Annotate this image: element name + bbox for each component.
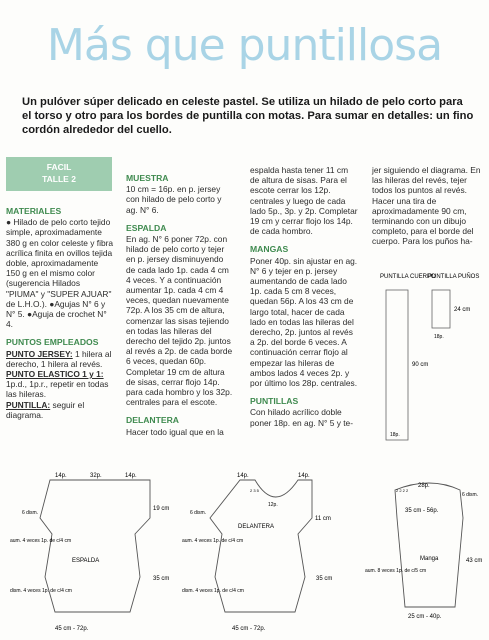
svg-text:2 2 2 2: 2 2 2 2 xyxy=(396,488,409,493)
delantera-heading: DELANTERA xyxy=(126,415,179,426)
puntilla-item: PUNTILLA: seguir el diagrama. xyxy=(6,399,85,420)
svg-text:25 cm - 40p.: 25 cm - 40p. xyxy=(408,614,442,620)
punto-jersey: PUNTO JERSEY: 1 hilera al derecho, 1 hilera al revés. xyxy=(6,348,112,369)
svg-text:dism. 4 veces 1p. de c/4 cm: dism. 4 veces 1p. de c/4 cm xyxy=(182,588,244,594)
puntillas-heading: PUNTILLAS xyxy=(250,396,299,407)
puntillas-cont-text: jer siguiendo el diagrama. En las hileras del revés, tejer todos los puntos al revés. Hacer una tira de aproximadamente 90 cm, terminando con un dibujo completo, para el borde del cuerpo. Para los puños ha- xyxy=(372,165,481,247)
materiales-text: ● Hilado de pelo corto tejido simple, aproximadamente 380 g en color celeste y fibra acrílica finita en ovillos tejida doble, aproximadamente 150 g en el mismo color (sugerencia Hilados "PIUMA" y "SUPER AJUAR" de L.H.O.). ●Agujas N° 6 y N° 5. ●Aguja de crochet N° 4. xyxy=(6,217,114,330)
size-label: TALLE 2 xyxy=(42,174,76,184)
svg-text:12p.: 12p. xyxy=(268,502,278,508)
puntilla-cuerpo-strip xyxy=(386,290,408,440)
puntilla-punos-label: PUNTILLA PUÑOS xyxy=(428,274,480,280)
svg-text:2 3 5: 2 3 5 xyxy=(250,488,259,493)
delantera-diagram xyxy=(182,473,332,632)
column-3 xyxy=(250,165,358,436)
intro-text: Un pulóver súper delicado en celeste pastel. Se utiliza un hilado de pelo corto para el torso y otro para los bordes de puntilla con motas. Para sumar en detalles: un fino cordón alrededor del cuello. xyxy=(22,96,474,136)
manga-label: Manga xyxy=(420,556,439,562)
punos-length: 24 cm xyxy=(454,307,471,313)
svg-text:dism. 4 veces 1p. de c/4 cm: dism. 4 veces 1p. de c/4 cm xyxy=(10,588,72,594)
svg-text:19 cm: 19 cm xyxy=(153,506,170,512)
svg-text:32p.: 32p. xyxy=(90,473,102,479)
puntillas-text: Con hilado acrílico doble poner 18p. en ag. N° 5 y te- xyxy=(250,407,353,428)
delantera-label: DELANTERA xyxy=(238,524,275,530)
svg-text:45 cm - 72p.: 45 cm - 72p. xyxy=(232,626,266,632)
svg-text:35 cm: 35 cm xyxy=(316,576,333,582)
delantera-cont-text: espalda hasta tener 11 cm de altura de sisas. Para el escote cerrar los 12p. centrales y luego de cada lado 5p., 3p. y 2p. Completar 19 cm y cerrar flojo los 14p. de cada hombro. xyxy=(250,165,358,237)
puntos-heading: PUNTOS EMPLEADOS xyxy=(6,337,99,348)
svg-text:14p.: 14p. xyxy=(298,473,310,479)
delantera-text: Hacer todo igual que en la xyxy=(126,426,224,437)
muestra-text: 10 cm = 16p. en p. jersey con hilado de pelo corto y ag. N° 6. xyxy=(126,184,222,215)
materiales-heading: MATERIALES xyxy=(6,206,62,216)
column-4 xyxy=(372,165,482,255)
svg-text:6 dism.: 6 dism. xyxy=(462,492,479,498)
espalda-text: En ag. N° 6 poner 72p. con hilado de pelo corto y tejer en p. jersey disminuyendo de cada lado 1p. cada 4 cm 4 veces. Y a continuación aumentar 1p. cada 4 cm 4 veces, quedan nuevamente 72p. A los 35 cm de altura, comenzar las sisas tejiendo en todas las hileras del derecho del tejido 2p. juntos al revés a 2p. de cada borde 6 veces, quedan 60p. Completar 19 cm de altura de sisas, cerrar flojo 14p. para cada hombro y los 32p. centrales para el escote. xyxy=(126,234,233,408)
mangas-text: Poner 40p. sin ajustar en ag. N° 6 y tejer en p. jersey aumentando de cada lado 1p. cada 5 cm 8 veces, quedan 56p. A los 43 cm de largo total, hacer de cada lado en todas las hileras del derecho, 2p. juntos al revés a 2p. del borde 6 veces. A continuación cerrar flojo al empezar las hileras de ambos lados 4 veces 2p. y por último los 28p. centrales. xyxy=(250,255,358,389)
svg-text:aum. 4 veces 1p. de c/4 cm: aum. 4 veces 1p. de c/4 cm xyxy=(182,538,244,544)
puntilla-cuerpo-label: PUNTILLA CUERPO xyxy=(380,274,436,280)
svg-text:35 cm - 56p.: 35 cm - 56p. xyxy=(405,508,439,514)
espalda-label: ESPALDA xyxy=(72,558,100,564)
svg-text:aum. 4 veces 1p. de c/4 cm: aum. 4 veces 1p. de c/4 cm xyxy=(10,538,72,544)
svg-text:14p.: 14p. xyxy=(237,473,249,479)
mangas-heading: MANGAS xyxy=(250,244,289,255)
espalda-heading: ESPALDA xyxy=(126,222,167,233)
svg-text:14p.: 14p. xyxy=(125,473,137,479)
puntilla-diagram xyxy=(376,268,486,448)
cuerpo-points: 18p. xyxy=(390,432,400,438)
espalda-diagram xyxy=(10,473,169,632)
cuerpo-length: 90 cm xyxy=(412,362,429,368)
manga-diagram xyxy=(365,483,482,620)
svg-text:28p.: 28p. xyxy=(418,483,430,489)
punto-elastico: PUNTO ELASTICO 1 y 1: 1p.d., 1p.r., repetir en todas las hileras. xyxy=(6,369,109,400)
svg-text:45 cm - 72p.: 45 cm - 72p. xyxy=(55,626,89,632)
svg-text:43 cm: 43 cm xyxy=(466,558,483,564)
column-1 xyxy=(6,206,114,420)
difficulty-label: FACIL xyxy=(46,162,72,172)
svg-text:6 dism.: 6 dism. xyxy=(22,510,39,516)
svg-text:11 cm: 11 cm xyxy=(315,516,331,522)
column-2 xyxy=(126,173,234,445)
pattern-diagrams xyxy=(0,462,489,640)
difficulty-badge xyxy=(6,157,112,191)
page-title: Más que puntillosa xyxy=(46,20,443,71)
muestra-heading: MUESTRA xyxy=(126,173,169,183)
puntilla-punos-strip xyxy=(432,290,450,328)
svg-text:6 dism.: 6 dism. xyxy=(190,510,207,516)
svg-text:35 cm: 35 cm xyxy=(153,576,170,582)
punos-points: 18p. xyxy=(434,334,444,340)
svg-text:aum. 8 veces 1p. de c/5 cm: aum. 8 veces 1p. de c/5 cm xyxy=(365,568,427,574)
svg-text:14p.: 14p. xyxy=(55,473,67,479)
